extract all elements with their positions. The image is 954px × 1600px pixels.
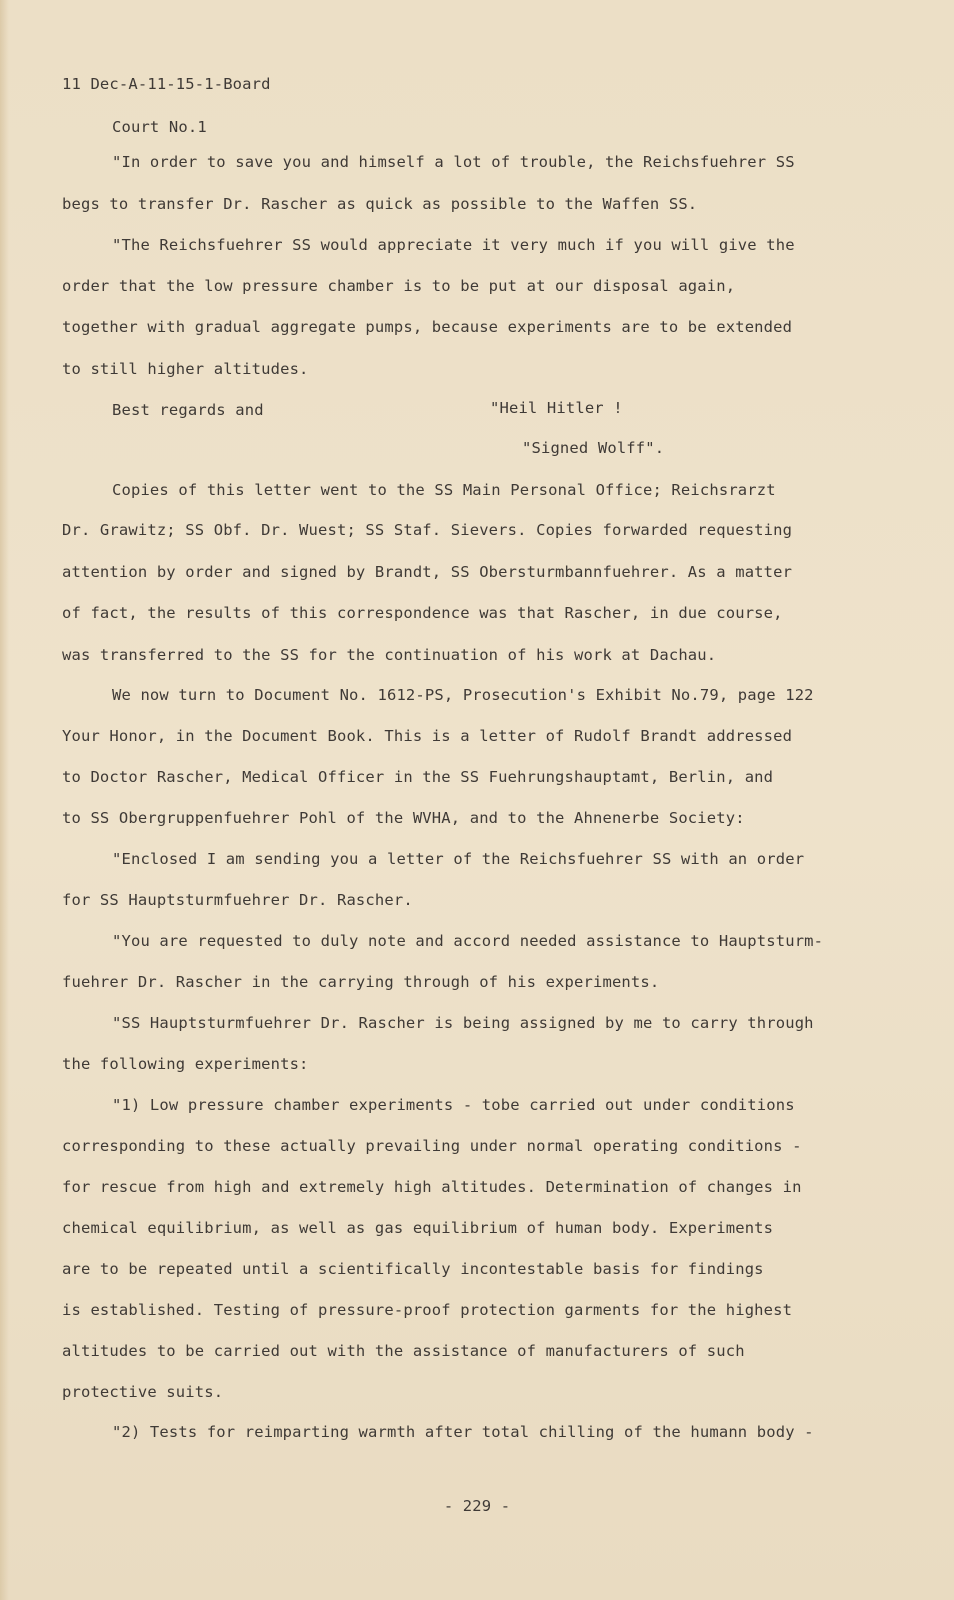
page-number: - 229 -: [443, 1497, 511, 1515]
body-line: the following experiments:: [62, 1055, 309, 1073]
closing-right: "Heil Hitler !: [490, 399, 623, 417]
court-label: Court No.1: [112, 118, 207, 136]
body-line: to SS Obergruppenfuehrer Pohl of the WVHA, and to the Ahnenerbe Society:: [62, 809, 745, 827]
letter-line: "In order to save you and himself a lot of trouble, the Reichsfuehrer SS: [112, 153, 795, 171]
body-line: are to be repeated until a scientifically incontestable basis for findings: [62, 1260, 764, 1278]
body-line: chemical equilibrium, as well as gas equilibrium of human body. Experiments: [62, 1219, 774, 1237]
body-line: for SS Hauptsturmfuehrer Dr. Rascher.: [62, 891, 413, 909]
copies-line: Copies of this letter went to the SS Main Personal Office; Reichsrarzt: [112, 481, 776, 499]
body-line: protective suits.: [62, 1383, 224, 1401]
body-line: "2) Tests for reimparting warmth after total chilling of the humann body -: [112, 1423, 814, 1441]
header-reference: 11 Dec-A-11-15-1-Board: [62, 75, 271, 93]
body-line: "1) Low pressure chamber experiments - tobe carried out under conditions: [112, 1096, 795, 1114]
copies-line: of fact, the results of this correspondence was that Rascher, in due course,: [62, 604, 783, 622]
letter-line: order that the low pressure chamber is to be put at our disposal again,: [62, 277, 736, 295]
body-line: "SS Hauptsturmfuehrer Dr. Rascher is being assigned by me to carry through: [112, 1014, 814, 1032]
page-edge-shadow: [0, 0, 9, 1600]
letter-line: to still higher altitudes.: [62, 360, 309, 378]
body-line: corresponding to these actually prevailing under normal operating conditions -: [62, 1137, 802, 1155]
body-line: fuehrer Dr. Rascher in the carrying through of his experiments.: [62, 973, 660, 991]
body-line: to Doctor Rascher, Medical Officer in the SS Fuehrungshauptamt, Berlin, and: [62, 768, 774, 786]
letter-line: together with gradual aggregate pumps, because experiments are to be extended: [62, 318, 793, 336]
body-line: "Enclosed I am sending you a letter of the Reichsfuehrer SS with an order: [112, 850, 805, 868]
copies-line: Dr. Grawitz; SS Obf. Dr. Wuest; SS Staf. Sievers. Copies forwarded requesting: [62, 521, 793, 539]
copies-line: attention by order and signed by Brandt, SS Obersturmbannfuehrer. As a matter: [62, 563, 793, 581]
body-line: We now turn to Document No. 1612-PS, Prosecution's Exhibit No.79, page 122: [112, 686, 814, 704]
letter-line: begs to transfer Dr. Rascher as quick as possible to the Waffen SS.: [62, 195, 698, 213]
signature: "Signed Wolff".: [522, 439, 665, 457]
copies-line: was transferred to the SS for the continuation of his work at Dachau.: [62, 646, 717, 664]
body-line: altitudes to be carried out with the assistance of manufacturers of such: [62, 1342, 745, 1360]
closing-left: Best regards and: [112, 401, 264, 419]
letter-line: "The Reichsfuehrer SS would appreciate it very much if you will give the: [112, 236, 795, 254]
body-line: is established. Testing of pressure-proof protection garments for the highest: [62, 1301, 793, 1319]
body-line: Your Honor, in the Document Book. This is a letter of Rudolf Brandt addressed: [62, 727, 793, 745]
body-line: for rescue from high and extremely high altitudes. Determination of changes in: [62, 1178, 802, 1196]
body-line: "You are requested to duly note and accord needed assistance to Hauptsturm-: [112, 932, 824, 950]
